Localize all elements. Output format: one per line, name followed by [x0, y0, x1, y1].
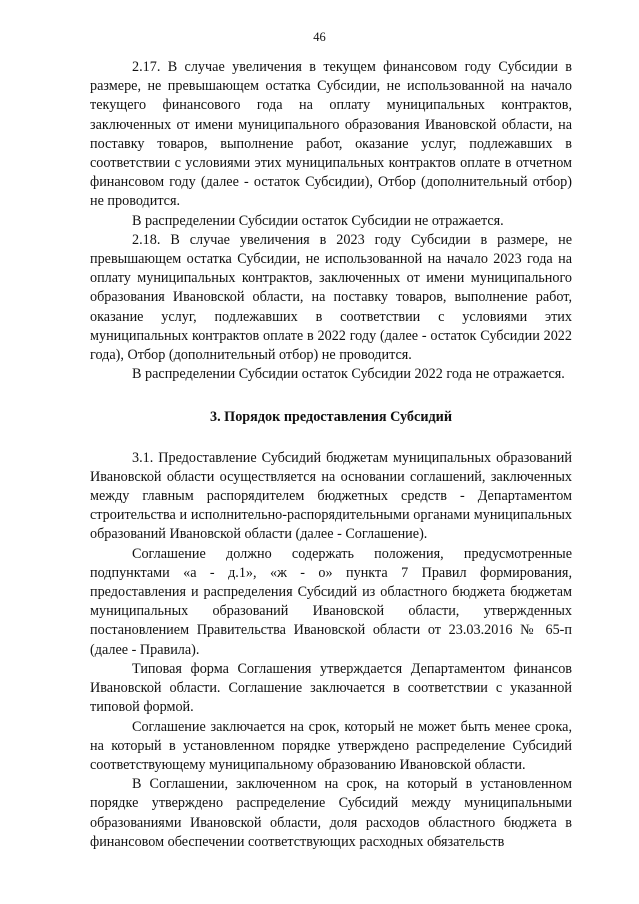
- paragraph-agreement-provisions: Соглашение должно содержать положения, предусмотренные подпунктами «а - д.1», «ж - о» пункта 7 Правил формирования, предоставления и распределения Субсидий из областного бюджета бюджетам муниципальных образований Ивановской области, утвержденных постановлением Правительства Ивановской области от 23.03.2016 № 65-п (далее - Правила).: [90, 545, 572, 658]
- paragraph-agreement-term: Соглашение заключается на срок, который не может быть менее срока, на который в установленном порядке утверждено распределение Субсидий соответствующему муниципальному образованию Ивановской области.: [90, 718, 572, 773]
- paragraph-2-17: 2.17. В случае увеличения в текущем финансовом году Субсидии в размере, не превышающем остатка Субсидии, не использованной на начало текущего финансового года на оплату муниципальных контрактов, заключенных от имени муниципального образования Ивановской области, на поставку товаров, выполнение работ, оказание услуг, подлежавших в соответствии с условиями этих муниципальных контрактов оплате в отчетном финансовом году (далее - остаток Субсидии), Отбор (дополнительный отбор) не проводится.: [90, 59, 572, 210]
- paragraph-3-1: 3.1. Предоставление Субсидий бюджетам муниципальных образований Ивановской области осуществляется на основании соглашений, заключенных между главным распорядителем бюджетных средств - Департаментом строительства и исполнительно-распорядительными органами муниципальных образований Ивановской области (далее - Соглашение).: [90, 449, 572, 543]
- page-number: 46: [313, 30, 326, 44]
- paragraph-budget-share: В Соглашении, заключенном на срок, на который в установленном порядке утверждено распределение Субсидий между муниципальными образованиями Ивановской области, доля расходов областного бюджета в финансовом обеспечении соответствующих расходных обязательств: [90, 776, 572, 850]
- paragraph-2-18: 2.18. В случае увеличения в 2023 году Субсидии в размере, не превышающем остатка Субсидии, не использованной на начало 2023 года на оплату муниципальных контрактов, заключенных от имени муниципального образования Ивановской области, на поставку товаров, выполнение работ, оказание услуг, подлежавших в соответствии с условиями этих муниципальных контрактов оплате в 2022 году (далее - остаток Субсидии 2022 года), Отбор (дополнительный отбор) не проводится.: [90, 231, 572, 364]
- paragraph-standard-form: Типовая форма Соглашения утверждается Департаментом финансов Ивановской области. Соглашение заключается в соответствии с указанной типовой формой.: [90, 660, 572, 716]
- paragraph-2-17-note: В распределении Субсидии остаток Субсидии не отражается.: [132, 212, 504, 229]
- section-heading: 3. Порядок предоставления Субсидий: [209, 409, 453, 426]
- paragraph-2-18-note: В распределении Субсидии остаток Субсидии 2022 года не отражается.: [132, 366, 565, 383]
- document-body: [90, 58, 572, 852]
